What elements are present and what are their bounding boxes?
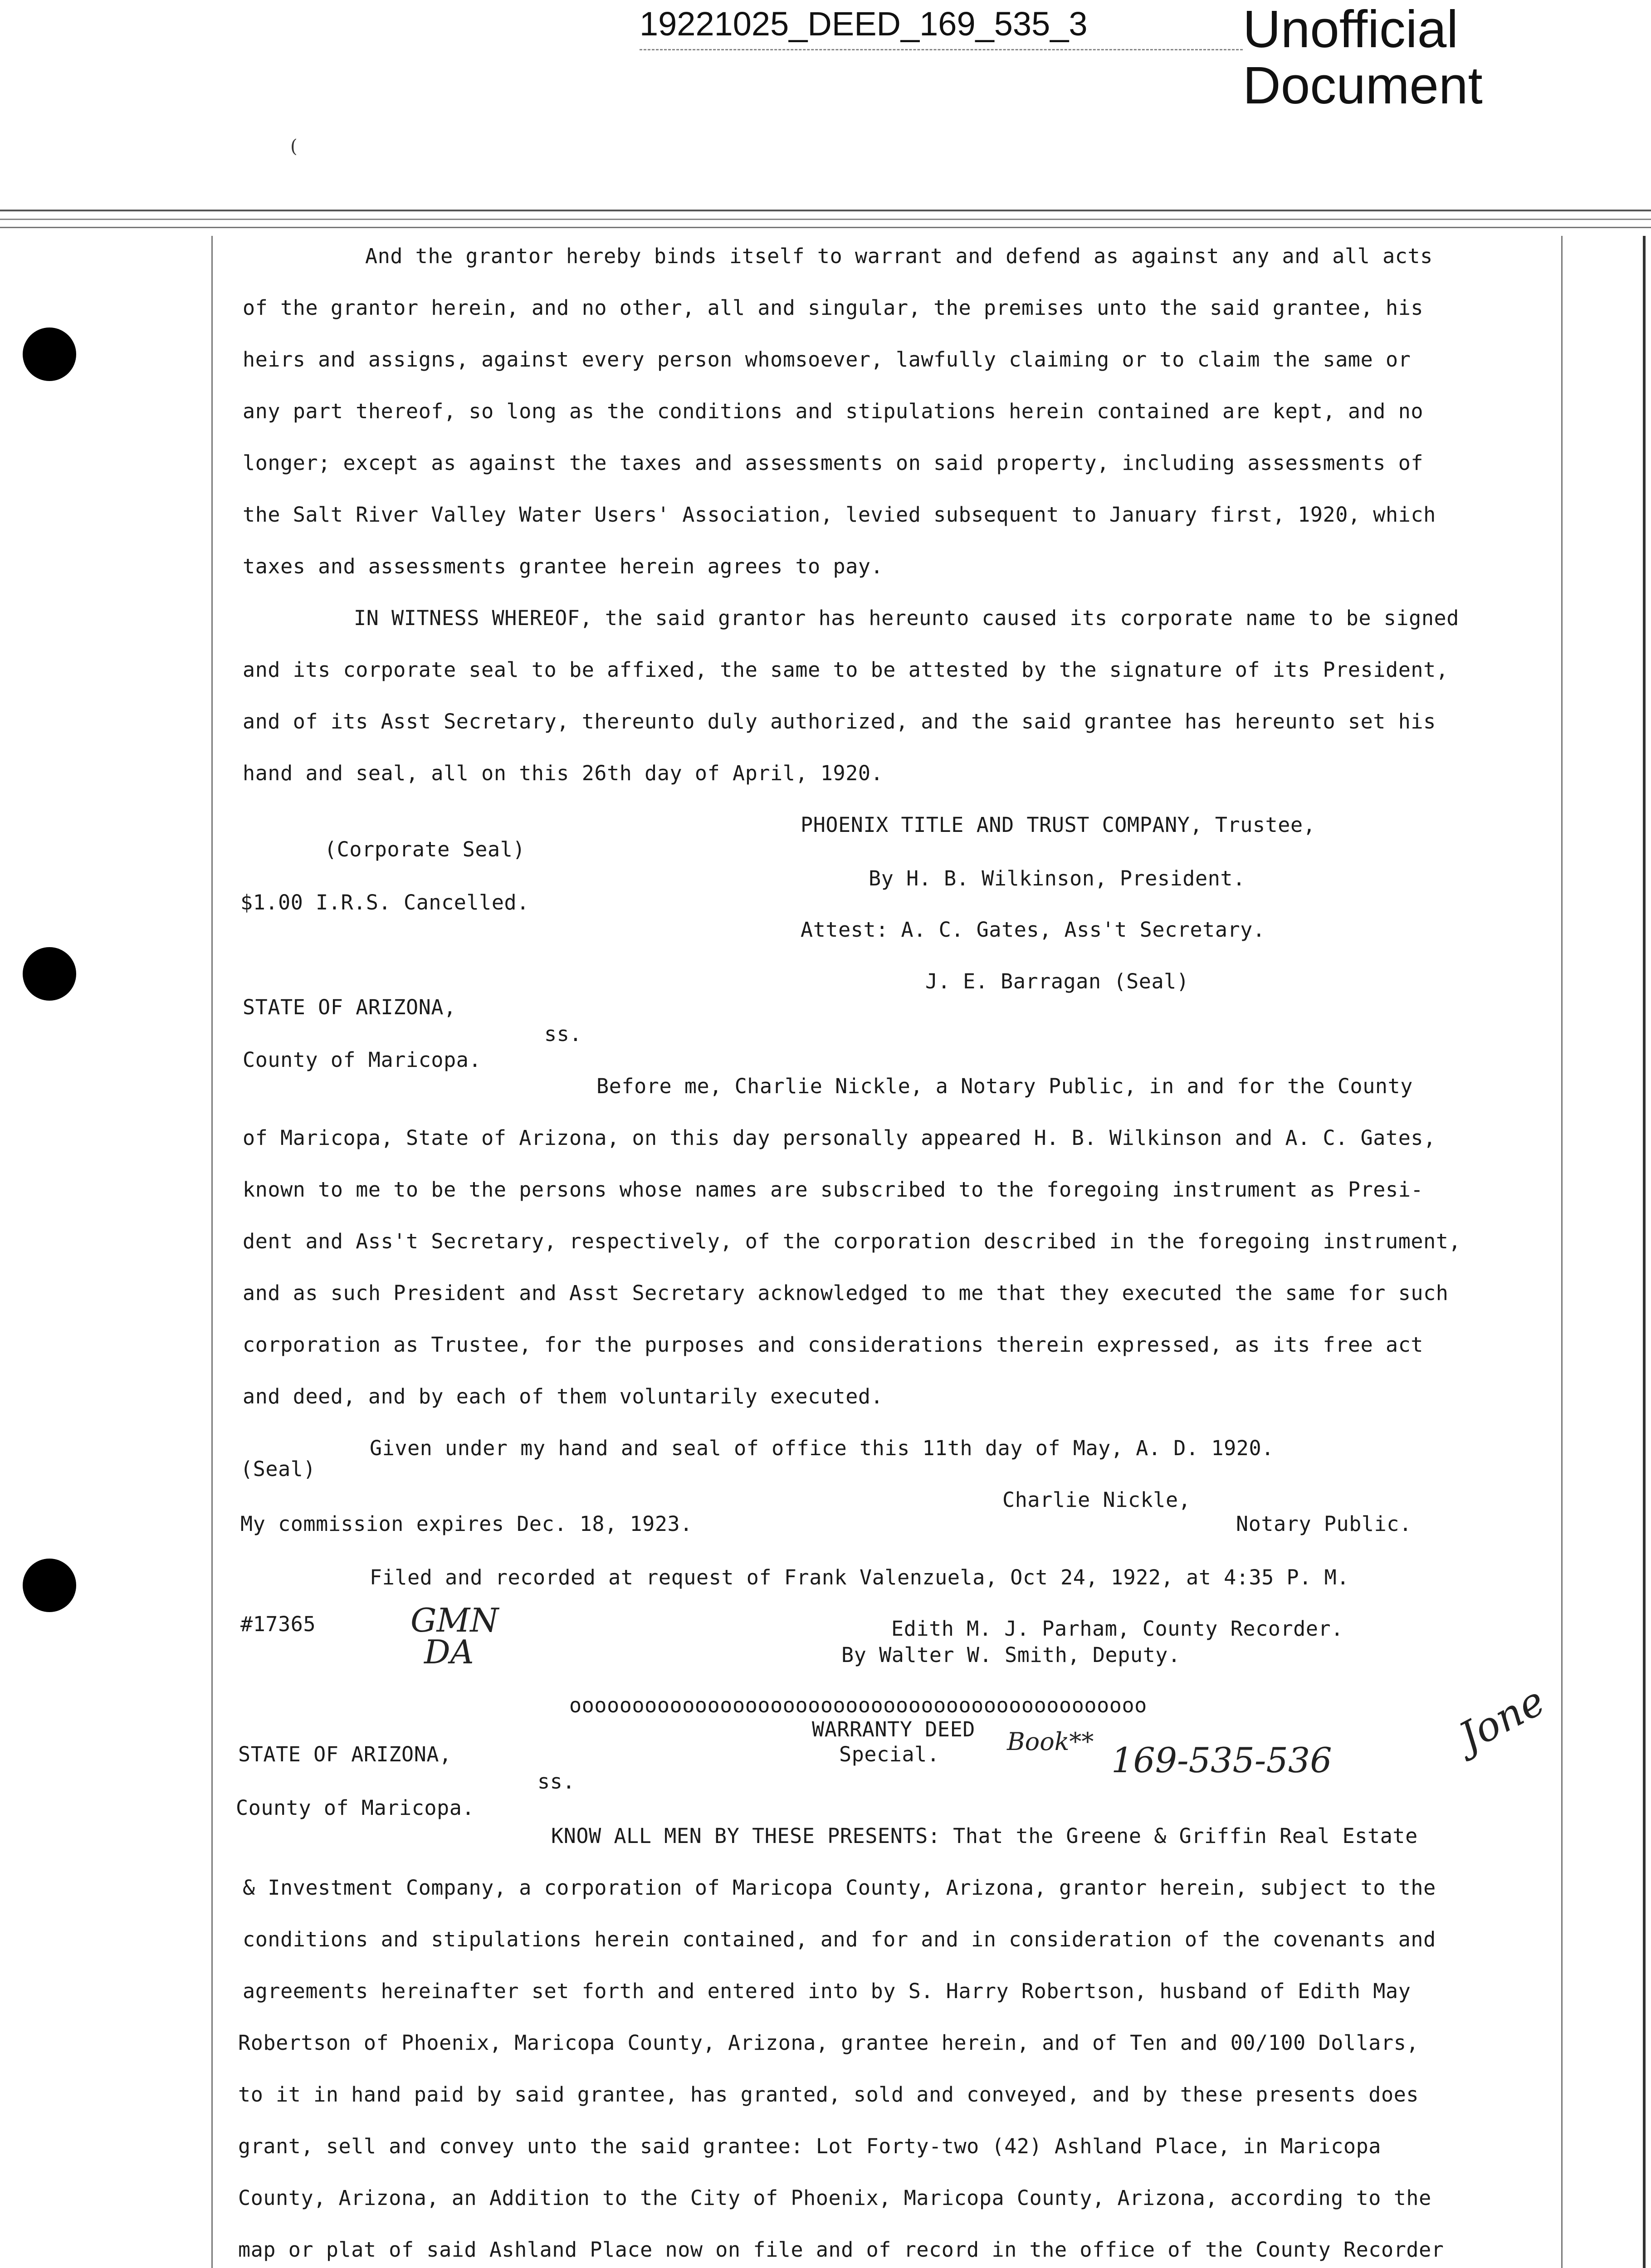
notary-signature: Charlie Nickle, bbox=[1002, 1488, 1191, 1512]
punch-hole bbox=[23, 327, 76, 381]
text-line: County, Arizona, an Addition to the City of Phoenix, Maricopa County, Arizona, according to the bbox=[238, 2186, 1431, 2210]
text-line: and deed, and by each of them voluntarily executed. bbox=[243, 1384, 884, 1408]
stamp-line-1: Unofficial bbox=[1243, 0, 1458, 59]
venue-county: County of Maricopa. bbox=[243, 1048, 482, 1072]
section-divider: oooooooooooooooooooooooooooooooooooooooooooooo bbox=[569, 1693, 1147, 1717]
text-line: dent and Ass't Secretary, respectively, of the corporation described in the foregoing instrument, bbox=[243, 1229, 1461, 1253]
corporate-seal-label: (Corporate Seal) bbox=[324, 837, 526, 861]
venue-ss: ss. bbox=[537, 1769, 576, 1794]
text-line: to it in hand paid by said grantee, has granted, sold and conveyed, and by these presents does bbox=[238, 2082, 1419, 2107]
right-margin-rule bbox=[1561, 236, 1563, 2268]
text-line: hand and seal, all on this 26th day of April, 1920. bbox=[243, 761, 884, 785]
text-line: taxes and assessments grantee herein agrees to pay. bbox=[243, 554, 884, 578]
text-line: and as such President and Asst Secretary acknowledged to me that they executed the same for such bbox=[243, 1281, 1449, 1305]
deputy-signature: By Walter W. Smith, Deputy. bbox=[841, 1643, 1181, 1667]
venue-county: County of Maricopa. bbox=[236, 1796, 475, 1820]
text-line: conditions and stipulations herein contained, and for and in consideration of the covenants and bbox=[243, 1927, 1436, 1951]
revenue-stamp-note: $1.00 I.R.S. Cancelled. bbox=[240, 890, 529, 914]
document-id: 19221025_DEED_169_535_3 bbox=[640, 5, 1088, 43]
text-line: Before me, Charlie Nickle, a Notary Public, in and for the County bbox=[596, 1074, 1413, 1098]
handwritten-signature: Jone bbox=[1451, 1677, 1553, 1760]
top-border-rule bbox=[0, 210, 1651, 220]
text-line: agreements hereinafter set forth and entered into by S. Harry Robertson, husband of Edith May bbox=[243, 1979, 1411, 2003]
handwritten-book-label: Book** bbox=[1007, 1727, 1094, 1756]
deed-title: WARRANTY DEED bbox=[812, 1717, 975, 1741]
left-margin-rule bbox=[211, 236, 213, 2268]
handwritten-initials: GMN bbox=[410, 1601, 499, 1639]
text-line: And the grantor hereby binds itself to warrant and defend as against any and all acts bbox=[365, 244, 1433, 268]
text-line: IN WITNESS WHEREOF, the said grantor has hereunto caused its corporate name to be signed bbox=[354, 606, 1459, 630]
text-line: and of its Asst Secretary, thereunto duly authorized, and the said grantee has hereunto set his bbox=[243, 709, 1436, 733]
punch-hole bbox=[23, 947, 76, 1001]
notary-seal-label: (Seal) bbox=[240, 1457, 316, 1481]
handwritten-initials: DA bbox=[424, 1633, 474, 1671]
text-line: longer; except as against the taxes and assessments on said property, including assessments of bbox=[243, 451, 1424, 475]
president-signature: By H. B. Wilkinson, President. bbox=[869, 866, 1246, 890]
commission-expiry: My commission expires Dec. 18, 1923. bbox=[240, 1512, 693, 1536]
notary-title: Notary Public. bbox=[1236, 1512, 1412, 1536]
text-line: grant, sell and convey unto the said grantee: Lot Forty-two (42) Ashland Place, in Maricopa bbox=[238, 2134, 1381, 2158]
text-line: any part thereof, so long as the conditions and stipulations herein contained are kept, and no bbox=[243, 399, 1424, 423]
recorder-signature: Edith M. J. Parham, County Recorder. bbox=[891, 1617, 1343, 1641]
text-line: of the grantor herein, and no other, all and singular, the premises unto the said grantee, his bbox=[243, 296, 1424, 320]
text-line: and its corporate seal to be affixed, the same to be attested by the signature of its President, bbox=[243, 658, 1449, 682]
text-line: KNOW ALL MEN BY THESE PRESENTS: That the Greene & Griffin Real Estate bbox=[551, 1824, 1418, 1848]
company-signature-line: PHOENIX TITLE AND TRUST COMPANY, Trustee, bbox=[801, 813, 1316, 837]
top-border-rule-secondary bbox=[0, 227, 1651, 228]
text-line: map or plat of said Ashland Place now on file and of record in the office of the County Recorder bbox=[238, 2238, 1444, 2262]
text-line: of Maricopa, State of Arizona, on this day personally appeared H. B. Wilkinson and A. C. Gates, bbox=[243, 1126, 1436, 1150]
text-line: Given under my hand and seal of office this 11th day of May, A. D. 1920. bbox=[370, 1436, 1274, 1460]
witness-signature: J. E. Barragan (Seal) bbox=[925, 969, 1189, 993]
venue-ss: ss. bbox=[544, 1022, 582, 1046]
unofficial-document-stamp bbox=[1243, 1, 1483, 113]
venue-state: STATE OF ARIZONA, bbox=[238, 1742, 452, 1766]
text-line: known to me to be the persons whose names are subscribed to the foregoing instrument as Presi- bbox=[243, 1178, 1424, 1202]
recording-line: Filed and recorded at request of Frank Valenzuela, Oct 24, 1922, at 4:35 P. M. bbox=[370, 1565, 1349, 1589]
venue-state: STATE OF ARIZONA, bbox=[243, 995, 456, 1019]
stamp-line-2: Document bbox=[1243, 56, 1483, 115]
deed-type: Special. bbox=[839, 1742, 940, 1766]
text-line: heirs and assigns, against every person whomsoever, lawfully claiming or to claim the same or bbox=[243, 347, 1411, 371]
text-line: & Investment Company, a corporation of Maricopa County, Arizona, grantor herein, subject to the bbox=[243, 1876, 1436, 1900]
header-dashed-rule bbox=[640, 49, 1243, 50]
punch-hole bbox=[23, 1559, 76, 1612]
scan-mark: ( bbox=[290, 136, 298, 157]
page-edge-rule bbox=[1643, 236, 1646, 2268]
text-line: the Salt River Valley Water Users' Association, levied subsequent to January first, 1920, which bbox=[243, 503, 1436, 527]
attest-line: Attest: A. C. Gates, Ass't Secretary. bbox=[801, 918, 1265, 942]
instrument-number: #17365 bbox=[240, 1612, 316, 1636]
text-line: Robertson of Phoenix, Maricopa County, Arizona, grantee herein, and of Ten and 00/100 Dollars, bbox=[238, 2031, 1419, 2055]
handwritten-book-reference: 169-535-536 bbox=[1111, 1740, 1332, 1780]
text-line: corporation as Trustee, for the purposes and considerations therein expressed, as its free act bbox=[243, 1333, 1424, 1357]
